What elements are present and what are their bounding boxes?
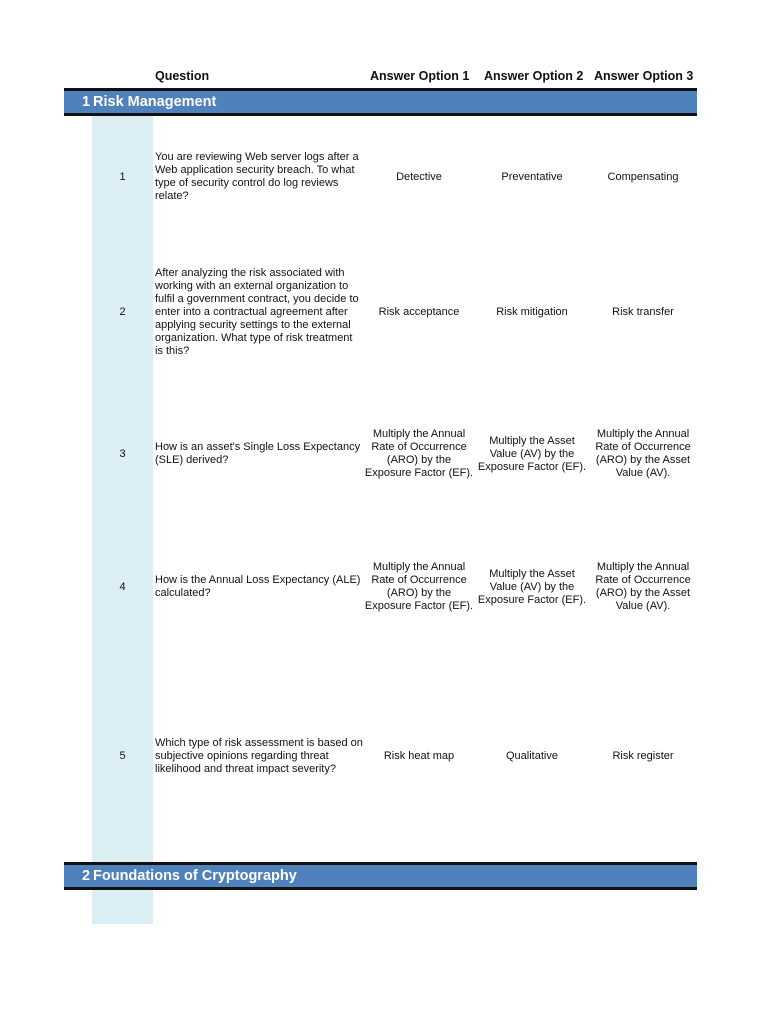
answer-option-1: Risk acceptance bbox=[378, 305, 460, 318]
answer-option-3: Risk register bbox=[612, 749, 674, 762]
question-text: How is the Annual Loss Expectancy (ALE) calculated? bbox=[155, 574, 361, 599]
question-row bbox=[0, 553, 768, 621]
question-number: 2 bbox=[119, 305, 126, 318]
question-number: 4 bbox=[119, 580, 126, 593]
question-row bbox=[0, 420, 768, 488]
section-title: Risk Management bbox=[93, 94, 217, 110]
answer-option-3: Risk transfer bbox=[612, 305, 674, 318]
question-text: Which type of risk assessment is based on subjective opinions regarding threat likelihood and threat impact severity? bbox=[155, 736, 363, 775]
answer-option-3: Compensating bbox=[607, 170, 679, 183]
column-header-option-1: Answer Option 1 bbox=[370, 69, 470, 83]
answer-option-3: Multiply the Annual Rate of Occurrence (ARO) by the Asset Value (AV). bbox=[595, 428, 691, 479]
column-header-option-2: Answer Option 2 bbox=[484, 69, 584, 83]
answer-option-2: Qualitative bbox=[506, 749, 558, 762]
section-header-risk-management bbox=[64, 88, 697, 116]
question-number: 3 bbox=[119, 447, 126, 460]
question-text: After analyzing the risk associated with working with an external organization to fulfil a government contract, you decide to enter into a contractual agreement after applying security settings to the external organization. What type of risk treatment is this? bbox=[155, 266, 359, 357]
question-row bbox=[0, 730, 768, 782]
answer-option-2: Risk mitigation bbox=[496, 305, 568, 318]
answer-option-1: Detective bbox=[396, 170, 442, 183]
section-header-foundations-of-cryptography bbox=[64, 862, 697, 890]
question-text: You are reviewing Web server logs after a Web application security breach. To what type of security control do log reviews relate? bbox=[155, 151, 359, 202]
answer-option-1: Risk heat map bbox=[383, 749, 455, 762]
question-number: 1 bbox=[119, 170, 126, 183]
number-column-stripe bbox=[92, 890, 153, 924]
answer-option-3: Multiply the Annual Rate of Occurrence (ARO) by the Asset Value (AV). bbox=[595, 561, 691, 612]
column-header-option-3: Answer Option 3 bbox=[594, 69, 694, 83]
question-number: 5 bbox=[119, 749, 126, 762]
answer-option-1: Multiply the Annual Rate of Occurrence (ARO) by the Exposure Factor (EF). bbox=[364, 428, 474, 479]
answer-option-2: Preventative bbox=[501, 170, 563, 183]
column-header-question: Question bbox=[155, 69, 210, 83]
answer-option-1: Multiply the Annual Rate of Occurrence (ARO) by the Exposure Factor (EF). bbox=[364, 561, 474, 612]
question-text: How is an asset's Single Loss Expectancy (SLE) derived? bbox=[155, 441, 361, 466]
answer-option-2: Multiply the Asset Value (AV) by the Exposure Factor (EF). bbox=[477, 434, 587, 473]
section-title: Foundations of Cryptography bbox=[93, 868, 297, 884]
section-number: 2 bbox=[82, 868, 91, 884]
section-number: 1 bbox=[82, 94, 91, 110]
answer-option-2: Multiply the Asset Value (AV) by the Exposure Factor (EF). bbox=[477, 567, 587, 606]
question-row bbox=[0, 140, 768, 214]
question-row bbox=[0, 262, 768, 362]
